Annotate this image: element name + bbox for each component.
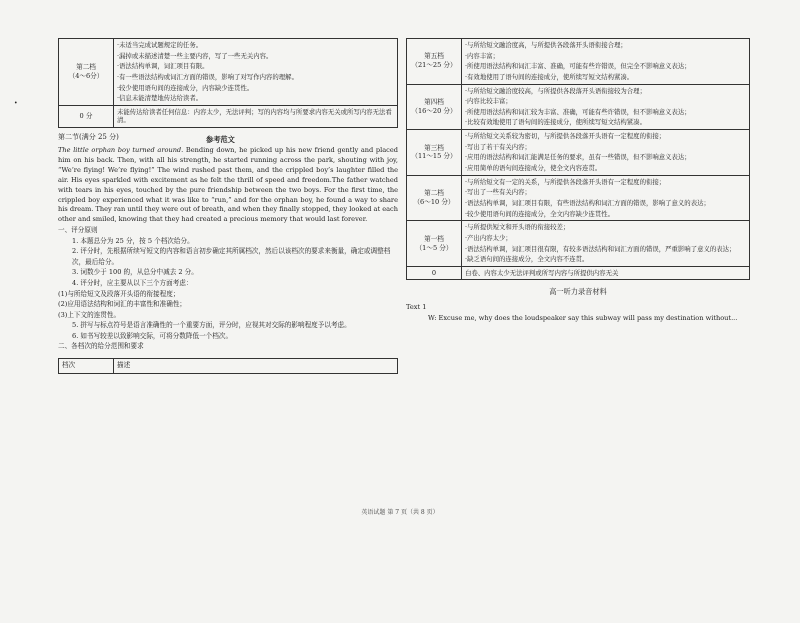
table-row [407,266,750,280]
rule-item: (1)与所给短文及段落开头语的衔接程度； [58,289,180,298]
listening-title: 高一听力录音材料 [549,287,607,297]
list-item: ·未适当完成试题规定的任务。 [117,41,203,49]
list-item: ·语法结构单调，词汇项目有限。 [117,62,209,71]
grade-range-table [58,358,398,374]
grade-cell: 0 [407,266,462,280]
grade-cell: 第二档 （4～6分） [59,39,114,106]
scoring-rules [58,225,398,352]
list-item: ·与所提供短文和开头语的衔接较差； [465,223,570,232]
list-item: ·语法结构单调，词汇项目有限，有些语法结构和词汇方面的错误，影响了意义的表达； [465,198,710,207]
list-item: ·有一些语法结构或词汇方面的错误，影响了对写作内容的理解。 [117,72,298,81]
description-cell [462,84,750,130]
list-item: ·有效地使用了语句间的连接成分，使所续写短文结构紧凑。 [465,72,634,81]
list-item: ·应用的语法结构和词汇能满足任务的要求，虽有一些错误，但不影响意义表达； [465,153,691,162]
list-item: ·写出了一些有关内容； [465,188,531,197]
column-header: 描述 [114,358,398,373]
table-row [407,221,750,267]
list-item: ·所使用语法结构和词汇较为丰富、准确，可能有些许错误，但不影响意义表达； [465,107,691,116]
list-item: ·所使用语法结构和词汇丰富、准确，可能有些许错误，但完全不影响意义表达； [465,62,691,71]
grade-cell: 第三档 （11～15 分） [407,130,462,176]
list-item: ·较少使用语句间的连接成分，全文内容缺少连贯性。 [465,209,615,218]
list-item: ·应用简单的语句间连接成分，使全文内容连贯。 [465,164,602,173]
table-row [59,39,398,106]
list-item: ·与所给短文融洽度高，与所提供各段落开头语衔接合理； [465,41,627,49]
reference-essay [58,146,398,225]
dialogue-line: W: Excuse me, why does the loudspeaker say this subway will pass my destination without... [428,313,738,322]
list-item: ·漏掉或未描述清楚一些主要内容，写了一些无关内容。 [117,51,273,60]
grade-cell: 第一档 （1～5 分） [407,221,462,267]
list-item: ·写出了若干有关内容； [465,142,531,151]
table-row [407,130,750,176]
list-item: ·产出内容太少； [465,233,512,242]
list-item: ·内容丰富； [465,51,499,60]
section-title: 第二节(满分 25 分) [58,133,119,142]
reference-essay-heading: 参考范文 [206,135,235,145]
right-grading-table [406,38,750,280]
list-item: ·与所给短文有一定的关系，与所提供各段落开头语有一定程度的衔接； [465,177,666,186]
table-row [407,84,750,130]
essay-lead: The little orphan boy turned around. [58,146,184,155]
description-cell [114,105,398,127]
list-item: ·与所给短文融洽度较高，与所提供各段落开头语衔接较为合理； [465,86,646,95]
page-footer: 英语试题 第 7 页（共 8 页） [361,509,439,516]
margin-mark: • [14,100,18,107]
rules-heading: 一、评分原则 [58,226,98,235]
description-cell [462,221,750,267]
table-row [59,105,398,127]
rule-item: (2)应用语法结构和词汇的丰富性和准确性； [58,300,187,309]
description-cell [462,39,750,85]
rule-item: 4. 评分时，应主要从以下三个方面考虑： [72,278,193,287]
grade-cell: 0 分 [59,105,114,127]
description-cell [462,130,750,176]
rule-item: 2. 评分时，先根据所续写短文的内容和语言初步确定其所属档次，然后以该档次的要求来衡量，确定或调整档次，最后给分。 [72,247,391,266]
list-item: ·较少使用语句间的连接成分，内容缺少连贯性。 [117,83,254,92]
listening-material [406,286,750,323]
left-column [58,38,398,374]
table-row [407,39,750,85]
rule-item: 1. 本题总分为 25 分，按 5 个档次给分。 [72,236,194,245]
essay-body: Bending down, he picked up his new friend gently and placed him on his back. Then, with all his strength, he started running across the park, shouting with joy, “We’re flying! We’re flying!” The wind rushed past them, and the crippled boy’s laughter filled the air. His eyes sparkled with excitement as he felt the thrill of speed and freedom.The father watched with tears in his eyes, touched by the pure friendship between the two boys. For the first time, the crippled boy experienced what it was like to “run,” and for the orphan boy, he found a way to share his dream. They ran until they were out of breath, and when they finally stopped, they looked at each other and smiled, knowing that they had created a precious memory that would last forever. [58,146,398,224]
description-cell [462,266,750,280]
section-two-header [58,132,398,144]
grade-cell: 第二档 （6～10 分） [407,175,462,221]
list-item: ·内容比较丰富； [465,97,512,106]
description-cell [462,175,750,221]
list-item: ·缺乏语句间的连接成分，全文内容不连贯。 [465,255,589,264]
table-row [407,175,750,221]
list-item: ·语法结构单调，词汇项目很有限，有较多语法结构和词汇方面的错误，严重影响了意义的表达； [465,244,736,253]
list-item: ·信息未能清楚地传达给读者。 [117,94,203,103]
rule-item: 3. 词数少于 100 的，从总分中减去 2 分。 [72,268,198,277]
grade-cell: 第四档 （16～20 分） [407,84,462,130]
description-cell [114,39,398,106]
rule-item: 5. 拼写与标点符号是语言准确性的一个重要方面，评分时，应视其对交际的影响程度予以考虑。 [72,321,351,330]
text-label: Text 1 [406,302,427,311]
rule-item: 6. 如书写较差以致影响交际，可将分数降低一个档次。 [72,331,233,340]
list-item: ·比较有效地使用了语句间的连接成分，使所续写短文结构紧凑。 [465,118,646,127]
answer-sheet [58,38,748,518]
column-header: 档次 [59,358,114,373]
list-item: 白卷、内容太少无法评判或所写内容与所提供内容无关 [465,268,619,277]
grade-cell: 第五档 （21～25 分） [407,39,462,85]
right-column [406,38,750,323]
left-grading-table [58,38,398,128]
list-item: ·与所给短文关系较为密切，与所提供各段落开头语有一定程度的衔接； [465,132,666,141]
list-item: 未能传达给读者任何信息：内容太少，无法评判；写的内容均与所要求内容无关或所写内容无法看清。 [117,107,392,125]
table-row [59,358,398,373]
rules-footer-heading: 二、各档次的给分范围和要求 [58,342,144,351]
rule-item: (3)上下文的连贯性。 [58,310,121,319]
